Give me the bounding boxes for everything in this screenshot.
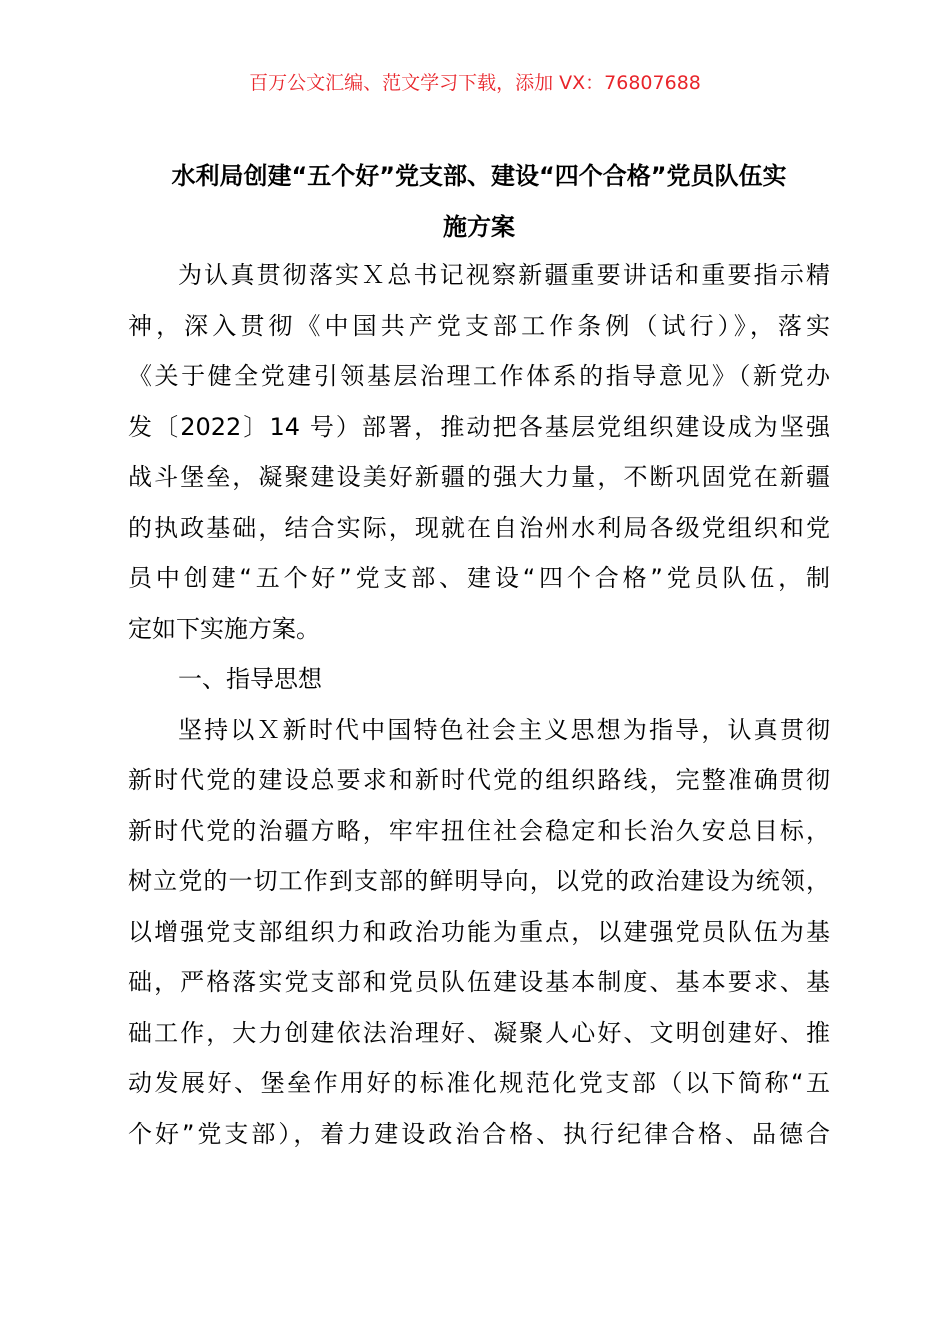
- watermark-text: 百万公文汇编、范文学习下载，添加 VX：76807688: [249, 72, 701, 94]
- text-line: 的执政基础，结合实际，现就在自治州水利局各级党组织和党: [128, 513, 830, 542]
- text-line: 为认真贯彻落实Ｘ总书记视察新疆重要讲话和重要指示精: [178, 261, 830, 289]
- text-line: 树立党的一切工作到支部的鲜明导向，以党的政治建设为统领，: [128, 867, 830, 895]
- text-line: 坚持以Ｘ新时代中国特色社会主义思想为指导，认真贯彻: [178, 715, 830, 744]
- text-line: 神，深入贯彻《中国共产党支部工作条例（试行）》，落实: [128, 311, 830, 340]
- text-line: 定如下实施方案。: [128, 614, 320, 643]
- text-line: 动发展好、堡垒作用好的标准化规范化党支部（以下简称“五: [128, 1069, 830, 1097]
- text-line: 战斗堡垒，凝聚建设美好新疆的强大力量，不断巩固党在新疆: [128, 463, 830, 491]
- text-line: 发〔2022〕14 号）部署，推动把各基层党组织建设成为坚强: [128, 412, 830, 441]
- paragraph-guiding-ideology: [128, 713, 830, 1168]
- text-line: 新时代党的建设总要求和新时代党的组织路线，完整准确贯彻: [128, 766, 830, 794]
- document-body: [128, 258, 830, 1167]
- document-title-line-1: 水利局创建“五个好”党支部、建设“四个合格”党员队伍实: [171, 162, 787, 190]
- text-line: 础，严格落实党支部和党员队伍建设基本制度、基本要求、基: [128, 968, 830, 996]
- text-line: 《关于健全党建引领基层治理工作体系的指导意见》（新党办: [128, 362, 830, 390]
- text-line: 个好”党支部），着力建设政治合格、执行纪律合格、品德合: [128, 1119, 830, 1148]
- text-line: 新时代党的治疆方略，牢牢扭住社会稳定和长治久安总目标，: [128, 816, 830, 845]
- text-line: 员中创建“五个好”党支部、建设“四个合格”党员队伍，制: [128, 564, 830, 592]
- paragraph-intro: [128, 258, 830, 662]
- document-title-line-2: 施方案: [443, 213, 515, 241]
- text-line: 以增强党支部组织力和政治功能为重点，以建强党员队伍为基: [128, 917, 830, 946]
- section-heading: 一、指导思想: [178, 665, 322, 693]
- text-line: 础工作，大力创建依法治理好、凝聚人心好、文明创建好、推: [128, 1018, 830, 1047]
